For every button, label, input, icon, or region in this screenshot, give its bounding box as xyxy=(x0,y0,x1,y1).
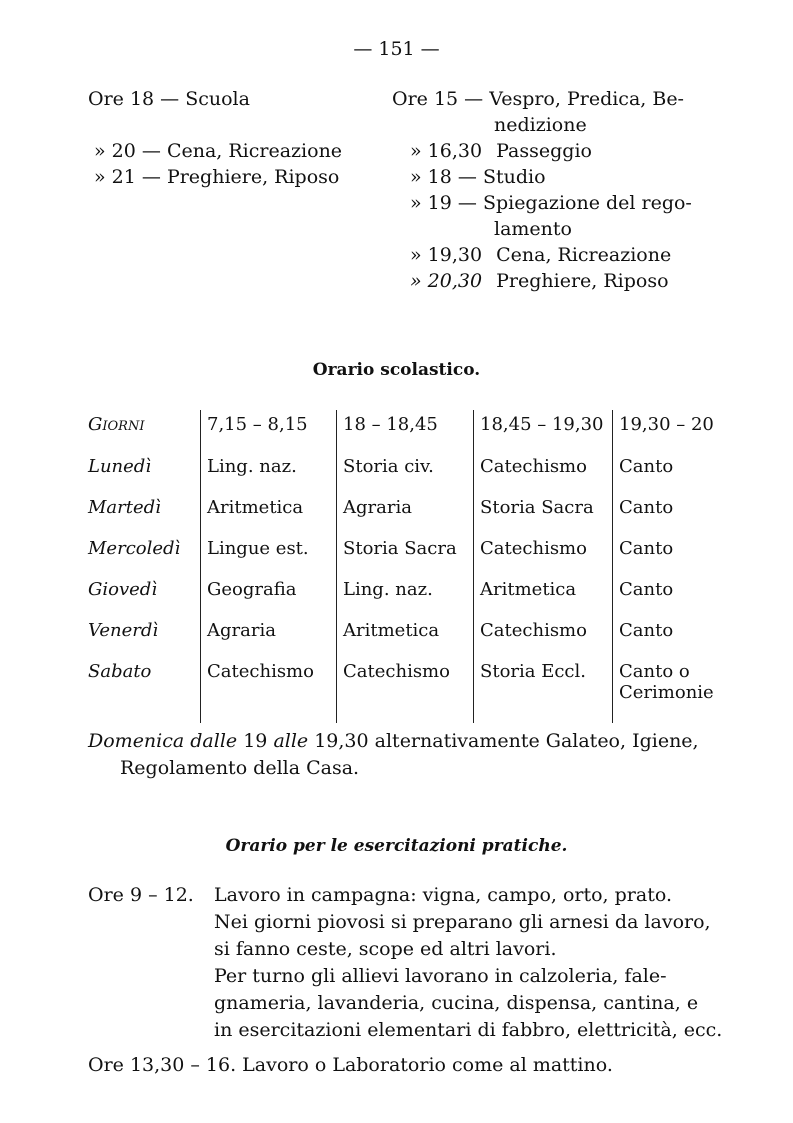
page-number: — 151 — xyxy=(353,38,440,60)
school-timetable xyxy=(84,410,725,723)
table-cell: Ling. naz. xyxy=(201,454,337,495)
text-line: Nei giorni piovosi si preparano gli arnesi da lavoro, xyxy=(214,911,711,933)
schedule-time: » 19 xyxy=(410,192,452,214)
day-cell: Martedì xyxy=(88,497,161,518)
schedule-time: Ore 18 xyxy=(88,88,155,110)
sunday-rest: 19,30 alternativamente Galateo, Igiene, xyxy=(314,730,699,752)
schedule-dash: — xyxy=(457,166,477,188)
left-schedule xyxy=(88,86,342,190)
table-cell: Storia Sacra xyxy=(474,495,613,536)
practical-title: Orario per le esercitazioni pratiche. xyxy=(225,836,568,856)
day-cell: Sabato xyxy=(88,661,152,682)
schedule-time: » 18 xyxy=(410,166,452,188)
table-cell: Canto xyxy=(613,577,726,618)
table-cell: Aritmetica xyxy=(201,495,337,536)
cell-line: Cerimonie xyxy=(619,682,714,703)
sunday-note-line-2: Regolamento della Casa. xyxy=(120,757,360,779)
text-line: Per turno gli allievi lavorano in calzoleria, fale- xyxy=(214,965,667,987)
schedule-time: » 19,30 xyxy=(410,244,483,266)
day-cell: Lunedì xyxy=(88,456,152,477)
schedule-activity: Vespro, Predica, Be- xyxy=(489,88,684,110)
schedule-activity: Studio xyxy=(482,166,546,188)
schedule-activity: Cena, Ricreazione xyxy=(166,140,343,162)
schedule-time: Ore 15 xyxy=(392,88,459,110)
table-cell: Geografia xyxy=(201,577,337,618)
schedule-line xyxy=(88,164,342,190)
schedule-dash: — xyxy=(457,192,477,214)
schedule-activity: Scuola xyxy=(185,88,250,110)
schedule-time: » 16,30 xyxy=(410,140,483,162)
table-cell: Agraria xyxy=(337,495,474,536)
schedule-line xyxy=(392,138,692,164)
schedule-continuation: lamento xyxy=(494,218,572,240)
table-cell: Canto xyxy=(613,495,726,536)
header-slot-4: 19,30 – 20 xyxy=(613,410,726,454)
right-schedule xyxy=(392,86,692,294)
schedule-line xyxy=(88,138,342,164)
schedule-time: » 21 xyxy=(94,166,136,188)
sunday-time-start: 19 xyxy=(243,730,268,752)
morning-text xyxy=(214,882,728,1044)
schedule-dash: — xyxy=(141,140,161,162)
table-cell: Catechismo xyxy=(474,618,613,659)
day-cell: Giovedì xyxy=(88,579,158,600)
sunday-lead: Domenica dalle xyxy=(88,730,238,752)
header-slot-3: 18,45 – 19,30 xyxy=(474,410,613,454)
table-row xyxy=(84,454,725,495)
header-slot-1: 7,15 – 8,15 xyxy=(201,410,337,454)
text-line: Lavoro in campagna: vigna, campo, orto, prato. xyxy=(214,884,672,906)
sunday-note-line-1 xyxy=(88,728,728,755)
schedule-line xyxy=(392,86,692,112)
table-cell: Storia Eccl. xyxy=(474,659,613,723)
table-cell: Aritmetica xyxy=(337,618,474,659)
table-cell: Storia civ. xyxy=(337,454,474,495)
table-cell: Canto xyxy=(613,454,726,495)
table-cell: Catechismo xyxy=(474,454,613,495)
morning-label: Ore 9 – 12. xyxy=(88,884,194,906)
table-row xyxy=(84,618,725,659)
table-cell xyxy=(613,659,726,723)
table-row xyxy=(84,577,725,618)
table-cell: Catechismo xyxy=(474,536,613,577)
afternoon-line: Ore 13,30 – 16. Lavoro o Laboratorio come al mattino. xyxy=(88,1054,613,1076)
schedule-activity: Preghiere, Riposo xyxy=(496,270,669,292)
day-cell: Venerdì xyxy=(88,620,159,641)
table-cell: Catechismo xyxy=(201,659,337,723)
table-cell: Catechismo xyxy=(337,659,474,723)
table-cell: Canto xyxy=(613,618,726,659)
schedule-dash: — xyxy=(160,88,180,110)
schedule-activity: Cena, Ricreazione xyxy=(496,244,672,266)
schedule-line xyxy=(392,268,692,294)
table-row xyxy=(84,659,725,723)
schedule-line xyxy=(392,242,692,268)
text-line: si fanno ceste, scope ed altri lavori. xyxy=(214,938,557,960)
table-row xyxy=(84,495,725,536)
table-cell: Ling. naz. xyxy=(337,577,474,618)
text-line: in esercitazioni elementari di fabbro, elettricità, ecc. xyxy=(214,1019,723,1041)
text-line: gnameria, lavanderia, cucina, dispensa, cantina, e xyxy=(214,992,699,1014)
table-cell: Aritmetica xyxy=(474,577,613,618)
sunday-connector: alle xyxy=(273,730,309,752)
schedule-continuation: nedizione xyxy=(494,114,587,136)
schedule-line xyxy=(392,164,692,190)
table-cell: Storia Sacra xyxy=(337,536,474,577)
schedule-time: » 20 xyxy=(94,140,136,162)
school-timetable-title: Orario scolastico. xyxy=(312,360,481,380)
header-days: Giorni xyxy=(88,414,145,435)
schedule-activity: Preghiere, Riposo xyxy=(166,166,340,188)
day-cell: Mercoledì xyxy=(88,538,181,559)
table-cell: Lingue est. xyxy=(201,536,337,577)
sunday-note xyxy=(88,728,728,782)
table-cell: Canto xyxy=(613,536,726,577)
table-row xyxy=(84,536,725,577)
cell-line: Canto o xyxy=(619,661,690,682)
schedule-activity: Spiegazione del rego- xyxy=(482,192,692,214)
schedule-time: » 20,30 xyxy=(410,270,483,292)
schedule-line xyxy=(88,86,342,112)
schedule-line xyxy=(392,190,692,216)
schedule-dash: — xyxy=(464,88,484,110)
schedule-dash: — xyxy=(141,166,161,188)
table-header-row xyxy=(84,410,725,454)
header-slot-2: 18 – 18,45 xyxy=(337,410,474,454)
schedule-activity: Passeggio xyxy=(496,140,592,162)
table-cell: Agraria xyxy=(201,618,337,659)
